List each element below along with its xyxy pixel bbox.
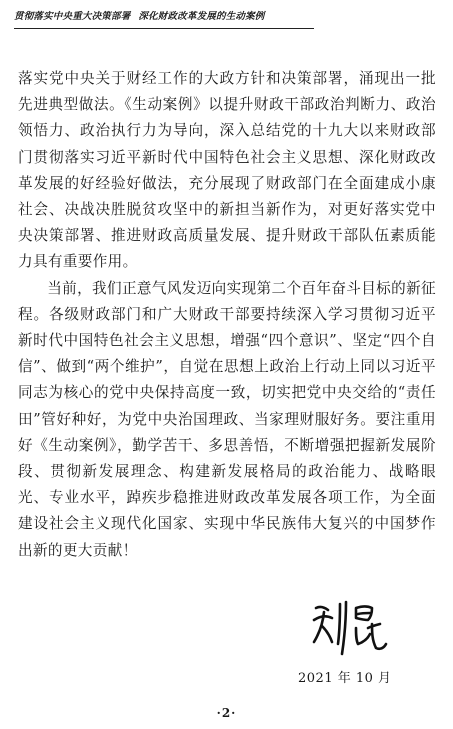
running-header-right: 深化财政改革发展的生动案例 bbox=[138, 11, 265, 22]
handwritten-signature bbox=[310, 598, 390, 658]
running-header bbox=[14, 8, 314, 29]
date-line: 2021 年 10 月 bbox=[298, 671, 392, 686]
paragraph-2: 当前，我们正意气风发迈向实现第二个百年奋斗目标的新征程。各级财政部门和广大财政干部要持续深入学习贯彻习近平新时代中国特色社会主义思想，增强“四个意识”、坚定“四个自信”、做到“两个维护”，自觉在思想上政治上行动上同以习近平同志为核心的党中央保持高度一致，切实把党中央交给的“责任田”管好种好，为党中央治国理政、当家理财服好务。要注重用好《生动案例》，勤学苦干、多思善悟，不断增强把握新发展阶段、贯彻新发展理念、构建新发展格局的政治能力、战略眼光、专业水平，踔疾步稳推进财政改革发展各项工作，为全面建设社会主义现代化国家、实现中华民族伟大复兴的中国梦作出新的更大贡献！ bbox=[18, 279, 436, 559]
paragraph-1: 落实党中央关于财经工作的大政方针和决策部署，涌现出一批先进典型做法。《生动案例》以提升财政干部政治判断力、政治领悟力、政治执行力为导向，深入总结党的十九大以来财政部门贯彻落实习近平新时代中国特色社会主义思想、深化财政改革发展的好经验好做法，充分展现了财政部门在全面建成小康社会、决战决胜脱贫攻坚中的新担当新作为，对更好落实党中央决策部署、推进财政高质量发展、提升财政干部队伍素质能力具有重要作用。 bbox=[18, 70, 436, 271]
preface-body bbox=[18, 66, 436, 564]
page-number: ·2· bbox=[216, 706, 237, 720]
running-header-left: 贯彻落实中央重大决策部署 bbox=[14, 11, 131, 22]
